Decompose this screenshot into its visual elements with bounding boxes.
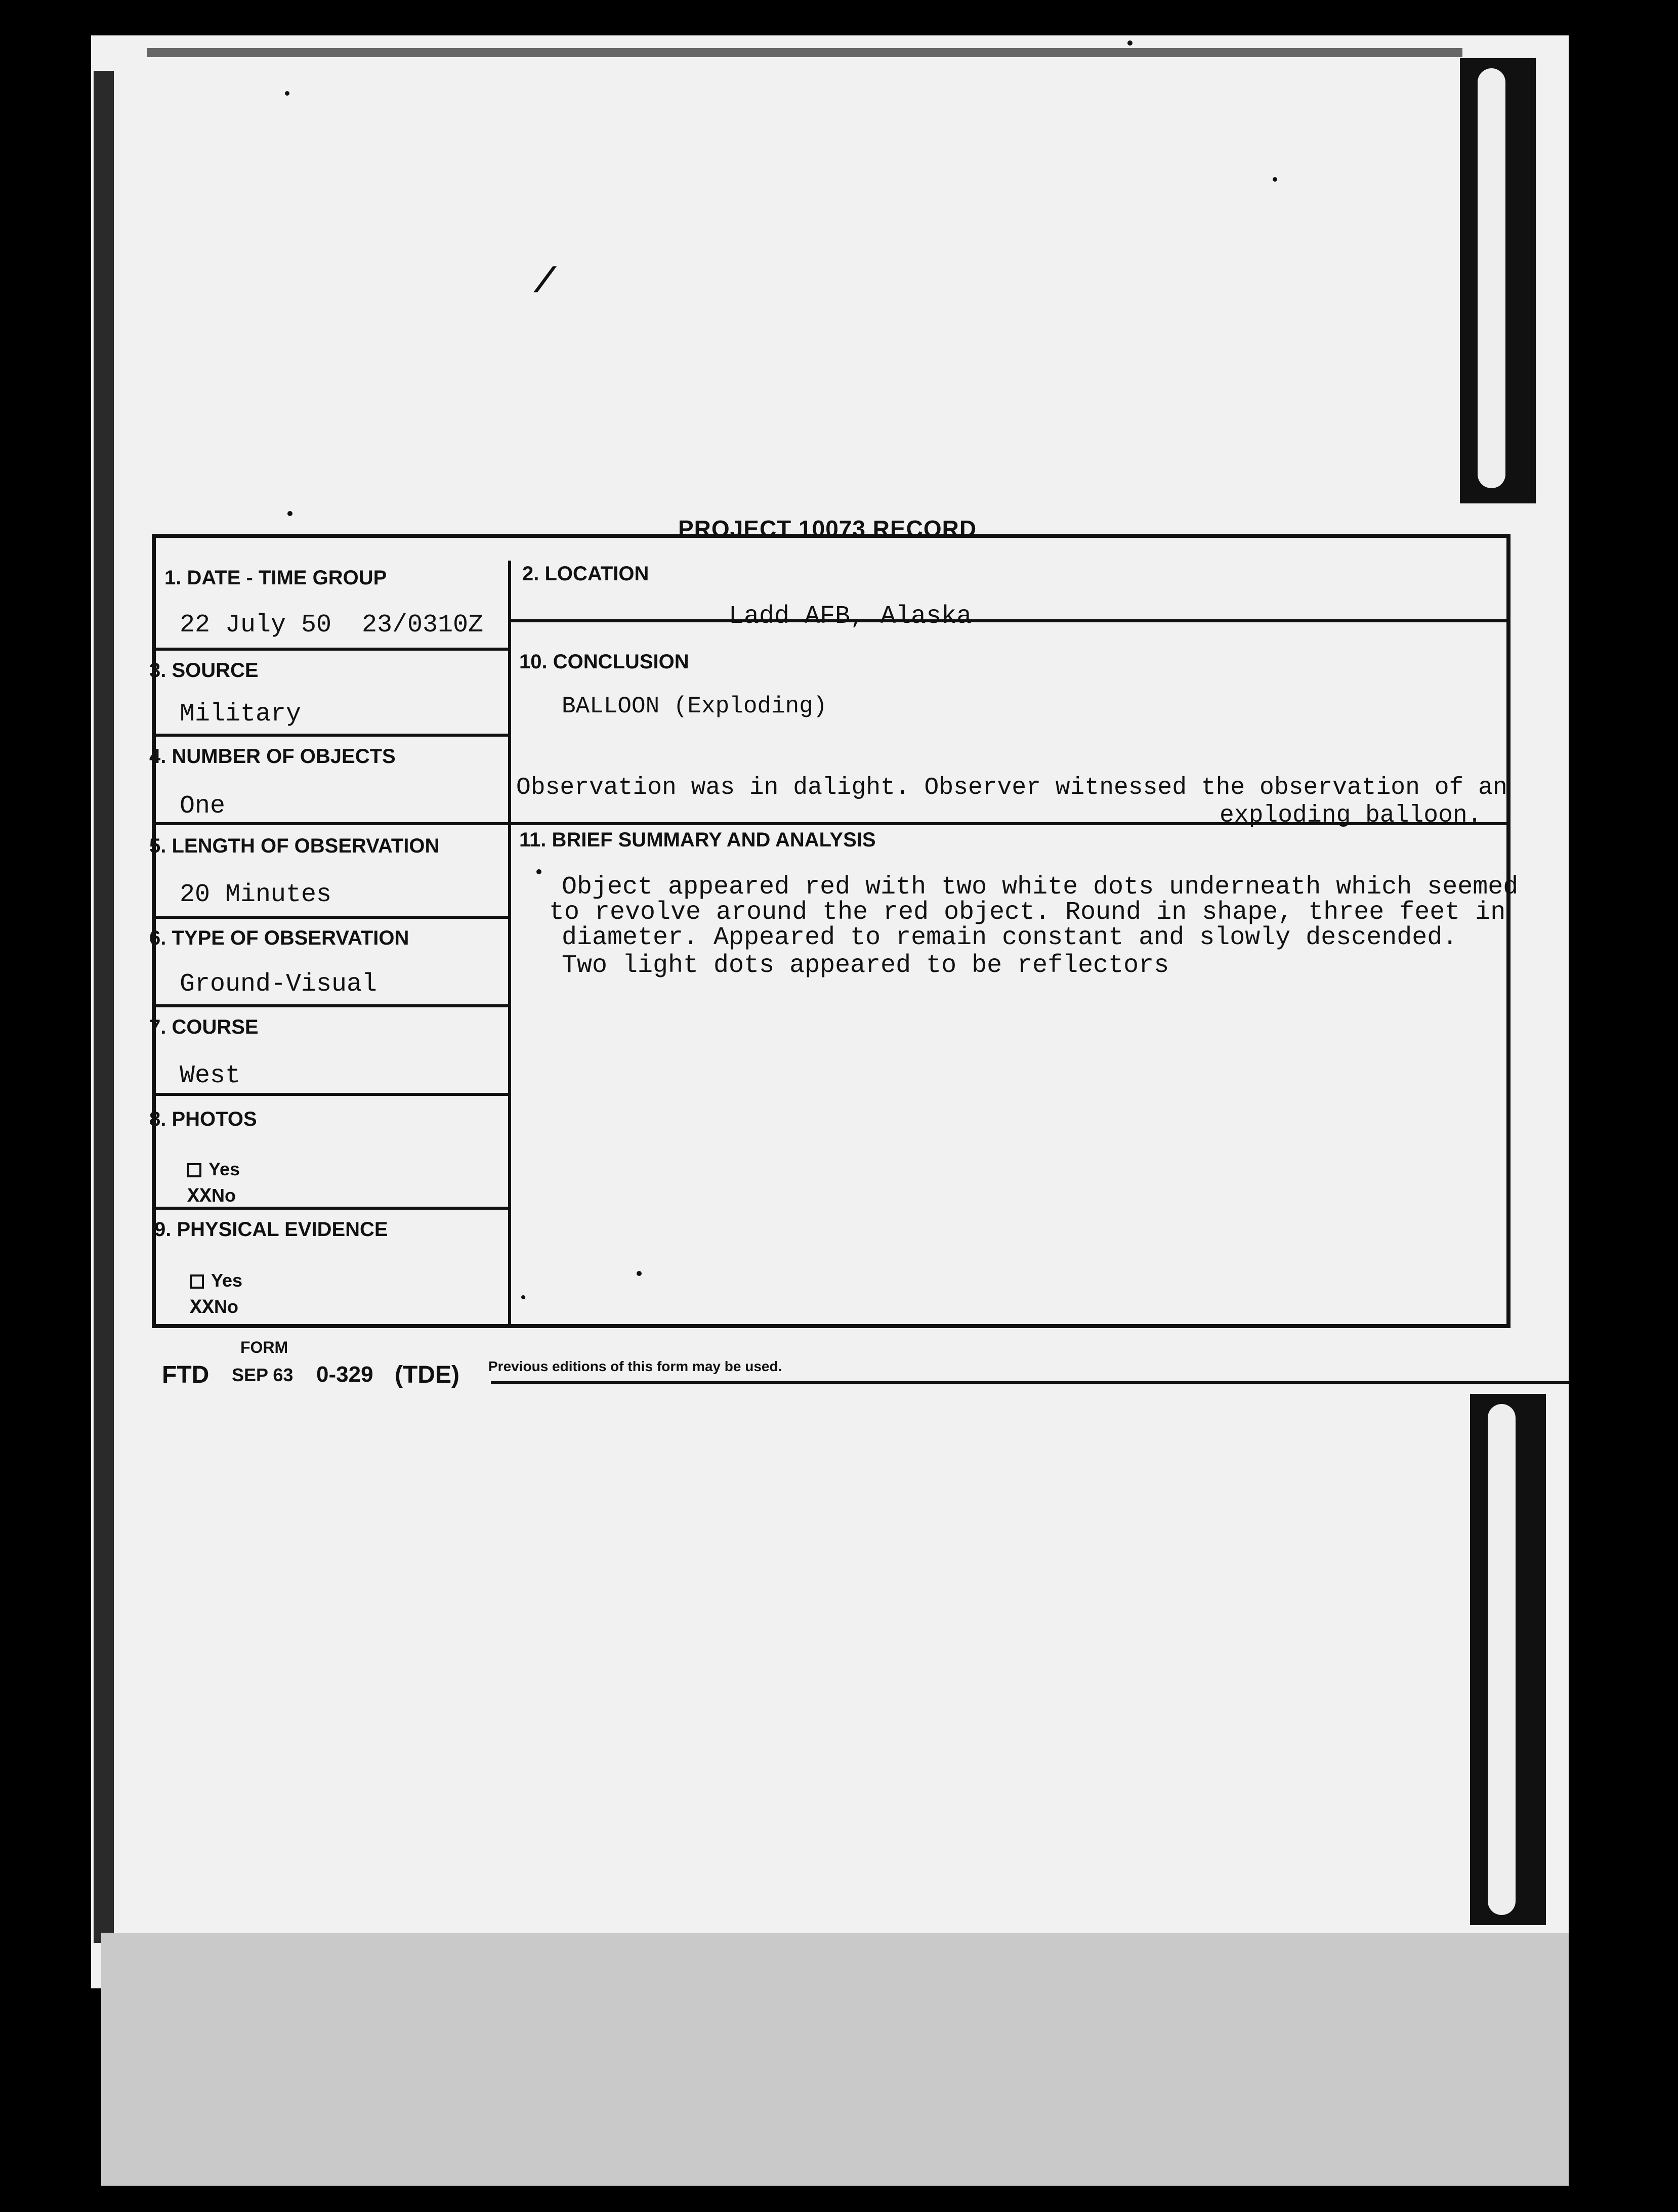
- row-divider: [154, 648, 510, 651]
- summary-label: 11. BRIEF SUMMARY AND ANALYSIS: [519, 829, 876, 851]
- physical-evidence-yes-label: Yes: [211, 1270, 243, 1291]
- photos-no-option: [187, 1185, 236, 1208]
- page-top-strip: [147, 48, 1462, 57]
- form-word: FORM: [240, 1338, 288, 1356]
- summary-line: Object appeared red with two white dots underneath which seemed: [562, 873, 1519, 902]
- page-edge-shadow: [94, 71, 114, 1943]
- conclusion-value: BALLOON (Exploding): [562, 693, 827, 719]
- row-divider: [508, 619, 1510, 622]
- length-of-observation-label: 5. LENGTH OF OBSERVATION: [149, 835, 440, 857]
- summary-line: to revolve around the red object. Round in shape, three feet in: [549, 898, 1506, 927]
- type-of-observation-value: Ground-Visual: [180, 970, 377, 999]
- length-of-observation-value: 20 Minutes: [180, 880, 332, 909]
- summary-line: Two light dots appeared to be reflectors: [562, 951, 1169, 980]
- form-tde: (TDE): [395, 1362, 459, 1388]
- form-date-code: SEP 63: [232, 1365, 293, 1385]
- row-divider: [154, 1093, 510, 1096]
- row-divider: [154, 734, 510, 737]
- physical-evidence-no-option: [190, 1296, 238, 1320]
- row-divider: [154, 916, 510, 919]
- binding-bar-top-highlight: [1478, 68, 1505, 488]
- observation-note-line1: Observation was in dalight. Observer witnessed the observation of an: [516, 774, 1507, 801]
- row-divider: [154, 1004, 510, 1007]
- course-value: West: [180, 1061, 241, 1090]
- photos-label: 8. PHOTOS: [149, 1108, 257, 1130]
- speck: [285, 91, 289, 96]
- physical-evidence-yes-option: [190, 1270, 242, 1291]
- number-of-objects-value: One: [180, 792, 226, 821]
- form-note: Previous editions of this form may be used.: [488, 1358, 782, 1374]
- time-value: 23/0310Z: [362, 611, 484, 640]
- physical-evidence-label: 9. PHYSICAL EVIDENCE: [154, 1218, 388, 1241]
- checkbox-icon: [190, 1274, 204, 1289]
- page-title: PROJECT 10073 RECORD: [678, 516, 977, 542]
- speck: [287, 511, 292, 516]
- photos-yes-option: [187, 1159, 240, 1180]
- photos-no-checkmark: XX: [187, 1185, 212, 1208]
- form-number: 0-329: [316, 1362, 373, 1387]
- number-of-objects-label: 4. NUMBER OF OBJECTS: [149, 745, 396, 768]
- source-value: Military: [180, 700, 302, 729]
- course-label: 7. COURSE: [149, 1016, 259, 1038]
- photos-no-label: No: [212, 1185, 236, 1206]
- date-time-group-label: 1. DATE - TIME GROUP: [164, 567, 387, 589]
- source-label: 3. SOURCE: [149, 659, 259, 682]
- stray-pen-mark: /: [534, 263, 556, 303]
- footer-rule: [491, 1381, 1569, 1384]
- photos-yes-label: Yes: [208, 1159, 240, 1179]
- speck: [1127, 40, 1132, 46]
- conclusion-label: 10. CONCLUSION: [519, 651, 689, 673]
- speck: [1273, 177, 1277, 182]
- ftd-label: FTD: [162, 1362, 209, 1388]
- physical-evidence-no-checkmark: XX: [190, 1297, 215, 1320]
- checkbox-icon: [187, 1163, 201, 1177]
- binding-bar-bottom-highlight: [1488, 1404, 1516, 1915]
- physical-evidence-no-label: No: [214, 1296, 239, 1317]
- page-lower-band: [101, 1933, 1569, 2186]
- location-value: Ladd AFB, Alaska: [729, 602, 972, 631]
- column-divider: [508, 561, 511, 1327]
- binding-bar-top: [1460, 58, 1536, 503]
- observation-note-line2: exploding balloon.: [1220, 802, 1482, 829]
- date-value: 22 July 50: [180, 611, 332, 640]
- binding-bar-bottom: [1470, 1394, 1546, 1925]
- summary-line: diameter. Appeared to remain constant and slowly descended.: [562, 923, 1458, 952]
- type-of-observation-label: 6. TYPE OF OBSERVATION: [149, 927, 409, 949]
- location-label: 2. LOCATION: [522, 563, 649, 585]
